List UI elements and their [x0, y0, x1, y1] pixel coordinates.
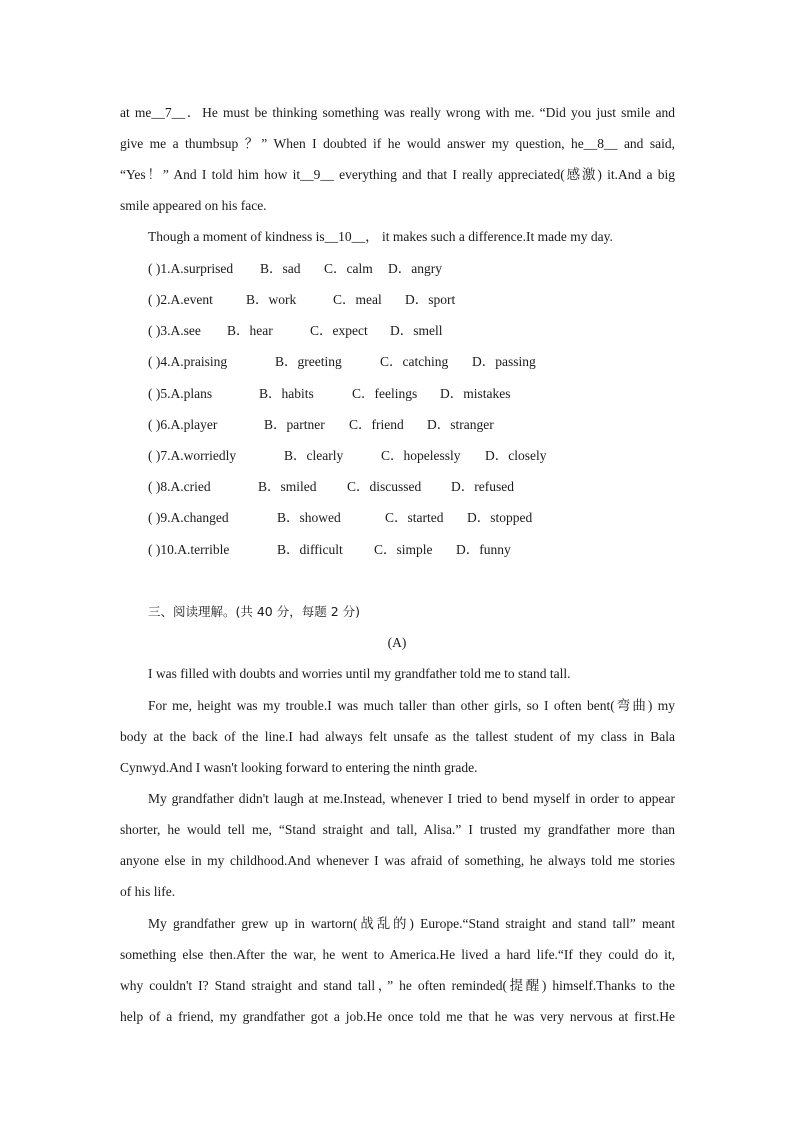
option-b: B．difficult	[277, 542, 343, 557]
cloze-line-1: at me__7__．He must be thinking something was really wrong with me. “Did you just smile and	[120, 105, 675, 120]
option-a: ( )2.A.event	[148, 292, 213, 307]
cloze-line-5: Though a moment of kindness is__10__， it makes such a difference.It made my day.	[148, 229, 613, 244]
section-heading	[148, 603, 675, 621]
option-d: D．passing	[472, 354, 536, 369]
option-d: D．angry	[388, 261, 442, 276]
option-b: B．showed	[277, 510, 341, 525]
option-d: D．mistakes	[440, 386, 511, 401]
option-c: C．hopelessly	[381, 448, 461, 463]
passage-line-8: of his life.	[120, 884, 176, 899]
passage-line-7: anyone else in my childhood.And whenever I was afraid of something, he always told me stories	[120, 853, 675, 868]
passage-line-3: body at the back of the line.I had always felt unsafe as the tallest student of my class in Bala	[120, 729, 675, 744]
option-d: D．stopped	[467, 510, 533, 525]
option-c: C．discussed	[347, 479, 422, 494]
option-b: B．work	[246, 292, 297, 307]
option-c: C．catching	[380, 354, 449, 369]
option-a: ( )4.A.praising	[148, 354, 228, 369]
option-a: ( )3.A.see	[148, 323, 201, 338]
passage-line-6: shorter, he would tell me, “Stand straight and tall, Alisa.” I trusted my grandfather more than	[120, 822, 675, 837]
option-b: B．sad	[260, 261, 301, 276]
option-b: B．smiled	[258, 479, 317, 494]
option-d: D．stranger	[427, 417, 494, 432]
cloze-line-3: “Yes！” And I told him how it__9__ everything and that I really appreciated(感激) it.And a big	[120, 167, 675, 182]
passage-line-5: My grandfather didn't laugh at me.Instead, whenever I tried to bend myself in order to appear	[148, 791, 675, 806]
passage-line-2: For me, height was my trouble.I was much taller than other girls, so I often bent(弯曲) my	[148, 698, 675, 713]
option-c: C．expect	[310, 323, 368, 338]
cloze-line-4: smile appeared on his face.	[120, 198, 267, 213]
option-b: B．clearly	[284, 448, 344, 463]
option-d: D．smell	[390, 323, 443, 338]
passage-line-11: why couldn't I? Stand straight and stand tall，” he often reminded(提醒) himself.Thanks to the	[120, 978, 675, 993]
option-b: B．greeting	[275, 354, 342, 369]
option-a: ( )10.A.terrible	[148, 542, 230, 557]
option-d: D．funny	[456, 542, 511, 557]
passage-line-4: Cynwyd.And I wasn't looking forward to entering the ninth grade.	[120, 760, 478, 775]
section-heading-text: 三、阅读理解。(共 40 分，每题 2 分)	[148, 604, 361, 619]
passage-line-10: something else then.After the war, he went to America.He lived a hard life.“If they could do it,	[120, 947, 675, 962]
option-c: C．started	[385, 510, 444, 525]
option-a: ( )1.A.surprised	[148, 261, 234, 276]
option-c: C．simple	[374, 542, 433, 557]
option-a: ( )8.A.cried	[148, 479, 211, 494]
option-c: C．calm	[324, 261, 373, 276]
option-a: ( )6.A.player	[148, 417, 218, 432]
option-b: B．hear	[227, 323, 273, 338]
option-a: ( )5.A.plans	[148, 386, 213, 401]
option-b: B．partner	[264, 417, 325, 432]
option-a: ( )9.A.changed	[148, 510, 229, 525]
option-c: C．friend	[349, 417, 404, 432]
option-c: C．feelings	[352, 386, 418, 401]
option-d: D．closely	[485, 448, 547, 463]
option-c: C．meal	[333, 292, 382, 307]
option-d: D．refused	[451, 479, 514, 494]
option-d: D．sport	[405, 292, 456, 307]
passage-line-9: My grandfather grew up in wartorn(战乱的) Europe.“Stand straight and stand tall” meant	[148, 916, 675, 931]
passage-label: (A)	[387, 635, 407, 650]
passage-line-12: help of a friend, my grandfather got a job.He once told me that he was very nervous at first.He	[120, 1009, 675, 1024]
cloze-line-2: give me a thumbsup ？” When I doubted if he would answer my question, he__8__ and said,	[120, 136, 675, 151]
option-b: B．habits	[259, 386, 314, 401]
option-a: ( )7.A.worriedly	[148, 448, 237, 463]
passage-line-1: I was filled with doubts and worries until my grandfather told me to stand tall.	[148, 666, 571, 681]
